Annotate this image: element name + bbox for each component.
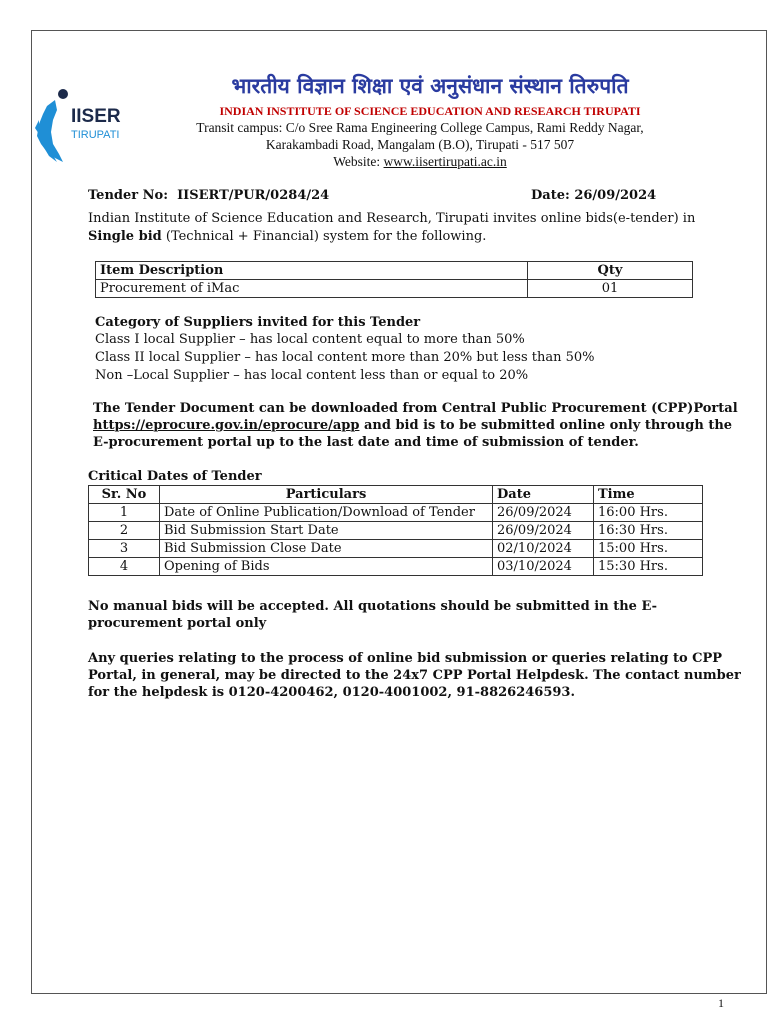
particulars-cell: Bid Submission Close Date bbox=[160, 540, 493, 558]
intro-rest: (Technical + Financial) system for the following. bbox=[161, 229, 487, 244]
website-label: Website: bbox=[333, 154, 384, 169]
manual-bids-line-2: procurement portal only bbox=[88, 616, 267, 631]
sr-no-cell: 4 bbox=[89, 558, 160, 576]
sr-no-cell: 3 bbox=[89, 540, 160, 558]
time-cell: 16:00 Hrs. bbox=[594, 504, 703, 522]
time-cell: 15:00 Hrs. bbox=[594, 540, 703, 558]
sr-no-cell: 1 bbox=[89, 504, 160, 522]
date-cell: 03/10/2024 bbox=[493, 558, 594, 576]
critical-dates-header bbox=[89, 486, 703, 504]
time-cell: 15:30 Hrs. bbox=[594, 558, 703, 576]
intro-line-2 bbox=[88, 229, 486, 244]
page-number: 1 bbox=[718, 996, 724, 1010]
tender-date-label: Date: bbox=[531, 188, 570, 203]
iiser-logo bbox=[33, 80, 125, 170]
website-link[interactable]: www.iisertirupati.ac.in bbox=[383, 154, 507, 169]
download-line-1: The Tender Document can be downloaded from Central Public Procurement (CPP)Portal bbox=[93, 401, 738, 416]
cpp-portal-link[interactable]: https://eprocure.gov.in/eprocure/app bbox=[93, 418, 360, 433]
critical-dates-heading: Critical Dates of Tender bbox=[88, 469, 262, 484]
particulars-header: Particulars bbox=[160, 486, 493, 504]
supplier-line-3: Non –Local Supplier – has local content less than or equal to 20% bbox=[95, 368, 529, 383]
date-header: Date bbox=[493, 486, 594, 504]
tender-date-value: 26/09/2024 bbox=[574, 188, 657, 203]
address-line-2: Karakambadi Road, Mangalam (B.O), Tirupati - 517 507 bbox=[265, 137, 575, 152]
date-cell: 26/09/2024 bbox=[493, 522, 594, 540]
intro-line-1: Indian Institute of Science Education and Research, Tirupati invites online bids(e-tender) in bbox=[88, 211, 696, 226]
supplier-line-1: Class I local Supplier – has local content equal to more than 50% bbox=[95, 332, 525, 347]
item-description-cell: Procurement of iMac bbox=[96, 280, 528, 298]
download-line-2 bbox=[93, 418, 732, 433]
logo-graphic bbox=[33, 80, 125, 170]
sr-no-cell: 2 bbox=[89, 522, 160, 540]
date-cell: 02/10/2024 bbox=[493, 540, 594, 558]
date-cell: 26/09/2024 bbox=[493, 504, 594, 522]
address-line-1: Transit campus: C/o Sree Rama Engineering College Campus, Rami Reddy Nagar, bbox=[196, 120, 644, 135]
manual-bids-line-1: No manual bids will be accepted. All quotations should be submitted in the E- bbox=[88, 599, 658, 614]
queries-line-1: Any queries relating to the process of online bid submission or queries relating to CPP bbox=[88, 651, 723, 666]
item-description-header: Item Description bbox=[96, 262, 528, 280]
tender-number bbox=[88, 188, 329, 203]
download-line-2-rest: and bid is to be submitted online only through the bbox=[359, 418, 733, 433]
english-institute-name: INDIAN INSTITUTE OF SCIENCE EDUCATION AND RESEARCH TIRUPATI bbox=[219, 104, 641, 118]
logo-text-sub: TIRUPATI bbox=[71, 129, 120, 141]
critical-dates-table bbox=[88, 485, 703, 576]
logo-text-main: IISER bbox=[71, 106, 121, 127]
table-row bbox=[89, 540, 703, 558]
particulars-cell: Opening of Bids bbox=[160, 558, 493, 576]
time-cell: 16:30 Hrs. bbox=[594, 522, 703, 540]
tender-date bbox=[531, 188, 656, 203]
table-row bbox=[89, 504, 703, 522]
table-row bbox=[96, 280, 693, 298]
item-table-header bbox=[96, 262, 693, 280]
supplier-line-2: Class II local Supplier – has local content more than 20% but less than 50% bbox=[95, 350, 595, 365]
queries-line-2: Portal, in general, may be directed to the 24x7 CPP Portal Helpdesk. The contact number bbox=[88, 668, 741, 683]
hindi-institute-title: भारतीय विज्ञान शिक्षा एवं अनुसंधान संस्थान तिरुपति bbox=[231, 74, 629, 98]
intro-bold: Single bid bbox=[88, 229, 162, 244]
table-row bbox=[89, 558, 703, 576]
particulars-cell: Bid Submission Start Date bbox=[160, 522, 493, 540]
item-table bbox=[95, 261, 693, 298]
download-line-3: E-procurement portal up to the last date and time of submission of tender. bbox=[93, 435, 639, 450]
tender-number-label: Tender No: bbox=[88, 188, 168, 203]
qty-cell: 01 bbox=[528, 280, 693, 298]
qty-header: Qty bbox=[528, 262, 693, 280]
table-row bbox=[89, 522, 703, 540]
tender-number-value: IISERT/PUR/0284/24 bbox=[177, 188, 330, 203]
time-header: Time bbox=[594, 486, 703, 504]
particulars-cell: Date of Online Publication/Download of Tender bbox=[160, 504, 493, 522]
suppliers-heading: Category of Suppliers invited for this Tender bbox=[95, 315, 421, 330]
queries-line-3: for the helpdesk is 0120-4200462, 0120-4001002, 91-8826246593. bbox=[88, 685, 575, 700]
website-line bbox=[150, 154, 690, 170]
sr-no-header: Sr. No bbox=[89, 486, 160, 504]
